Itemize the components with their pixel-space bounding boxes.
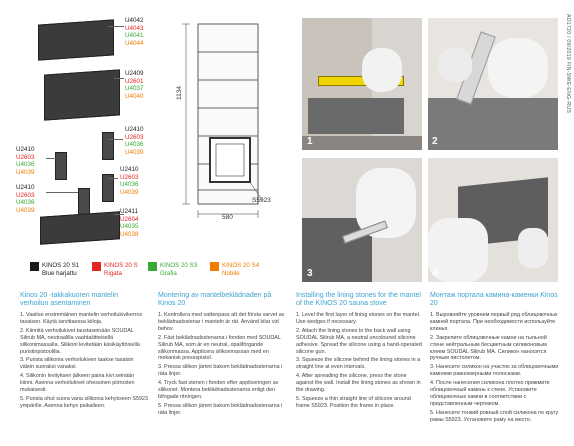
legend-swatch — [210, 262, 219, 271]
stone-small-2 — [55, 152, 67, 180]
part-code: U4039 — [120, 188, 139, 196]
part-code: U2604 — [120, 215, 139, 223]
legend-item: KINOS 20 S Rigata — [104, 262, 138, 277]
photo-step-3 — [302, 158, 422, 282]
column-heading: Монтаж портала камина-каменки Kinos 20 — [430, 292, 558, 308]
step-number: 3 — [307, 268, 313, 279]
part-code: U2601 — [125, 77, 144, 85]
step-number: 1 — [307, 136, 313, 147]
part-code: U4039 — [16, 206, 35, 214]
part-code: U4040 — [125, 92, 144, 100]
column-body: 1. Level the first layer of lining stones on the mantel. Use wedges if necessary. 2. Attach the lining stones to the back wall using SOUDAL Silirub MA, a neutral uncoloured silicone adhesive. Spread the silicone using a hand-operated silicone gun. 3. Squeeze the silicone behind the lining stones in a straight line at even intervals. 4. After spreading the silicone, press the stone against the wall. Install the lining stones as shown in the drawing. 5. Squeeze a thin straight line of silicone around frame S5923. Position the frame in place. — [296, 312, 422, 409]
frame-code: S5923 — [252, 197, 271, 204]
part-code: U4036 — [16, 199, 35, 207]
column-body: 1. Vaaitse ensimmäinen mantelin verhoilukivikerros tasaisen. Käytä tarvittaessa kiiloja. 2. Kiinnitä verhoilukivet taustaseinään SOUDAL Silirub MA, neutraalilla vaahtaliitteisellä silikonimassalla. Silikoni levitetään käsikäyttöisellä puristinpistoolilla. 3. Purista silikonia verhoilukiven taakse tasaisin välein suoraksi vanaksi. 4. Silikonin levityksen jälkeen paina kivi seinään kiinni. Asenna verhoilukivet ohessinen piirrosten mukaisesti. 5. Purista ohut suora vana silikonia kehykseen S5923 ympärille. Asenna kehys paikalleen. — [20, 312, 148, 409]
stone-top — [38, 19, 114, 60]
part-code: U4036 — [120, 181, 139, 189]
part-code: U4039 — [125, 148, 144, 156]
legend-item: KINOS 20 S1 Blue harjattu — [42, 262, 80, 277]
part-code: U4039 — [16, 168, 35, 176]
column-body: 1. Kontrollera med vattenpass att det första varvet av beklädnadsstenar i manteln är rät. Använd kilar vid behov. 2. Fäst beklädnadsstenarna i fonden med SOUDAL Silirub MA, som är en neutral, opaliförgande silikonmassa. Applicera silikonmassan med en mekanisk pressspistol. 3. Pressa silikon jämnt bakom beklädnadsstenarna i räta linjer. 4. Tryck fast stenen i fonden efter appliceringen av silikonet. Montera beklädnadsstenarna enligt den bifogade ritningen. 5. Pressa silikon jämnt bakom beklädnadsstenarna i räta linjer. — [158, 312, 285, 416]
part-code: U4036 — [16, 161, 35, 169]
part-code: U2410 — [120, 166, 139, 173]
part-code: U4042 — [125, 17, 144, 24]
step-number: 2 — [432, 136, 438, 147]
stone-upper-wide — [44, 69, 120, 120]
legend-swatch — [92, 262, 101, 271]
part-code: U4037 — [125, 85, 144, 93]
part-code: U2603 — [125, 133, 144, 141]
stone-small-4 — [78, 188, 90, 216]
legend-item: KINOS 20 S3 Grafia — [160, 262, 198, 277]
part-code: U2409 — [125, 70, 144, 77]
part-code: U4038 — [120, 230, 139, 238]
assembled-mantel-drawing — [150, 10, 280, 225]
width-dimension: 580 — [222, 214, 233, 221]
part-code: U2603 — [120, 173, 139, 181]
legend-swatch — [148, 262, 157, 271]
document-code: AD1720 / 09/2019 FIN-SWE-ENG-RUS — [565, 14, 571, 114]
part-code: U4044 — [125, 39, 144, 47]
photo-step-4 — [428, 158, 558, 282]
step-number: 4 — [432, 268, 438, 279]
part-code: U4041 — [125, 32, 144, 40]
legend-swatch — [30, 262, 39, 271]
column-heading: Montering av mantelbeklädnaden på Kinos 20 — [158, 292, 272, 308]
photo-step-2 — [428, 18, 558, 150]
column-body: 1. Выровняйте уровнем первый ряд облицовочных камней портала. При необходимости используйте клинья. 2. Закрепите облицовочные камни на тыльной стене нейтральным бесцветным силиконовым клеем SOUDAL Silirub MA. Силикон наносится ручным пистолетом. 3. Нанесите силикон на участок за облицовочными камнями равномерными полосками. 4. После нанесения силикона плотно прижмите облицовочный камень к стене. Установите облицовочные камни в соответствии с представленным чертежом. 5. Нанесите тонкий ровный слой силикона по кругу рамы S5923. Установите раму на место. — [430, 312, 559, 423]
column-heading: Kinos 20 -takkakuoren mantelin verhoilun asentaminen — [20, 292, 119, 308]
part-code: U2603 — [16, 191, 35, 199]
part-code: U2410 — [16, 146, 35, 153]
part-code: U2411 — [120, 208, 139, 215]
part-code: U4035 — [120, 223, 139, 231]
part-code: U4043 — [125, 24, 144, 32]
height-dimension: 1134 — [176, 86, 183, 100]
part-code: U4036 — [125, 141, 144, 149]
legend-item: KINOS 20 S4 Nobile — [222, 262, 260, 277]
part-code: U2603 — [16, 153, 35, 161]
stone-bottom — [40, 211, 120, 245]
photo-step-1 — [302, 18, 422, 150]
stone-small-1 — [102, 132, 114, 160]
part-code: U2410 — [16, 184, 35, 191]
column-heading: Installing the lining stones for the mantel of the KINOS 20 sauna stove — [296, 292, 421, 308]
part-code: U2410 — [125, 126, 144, 133]
